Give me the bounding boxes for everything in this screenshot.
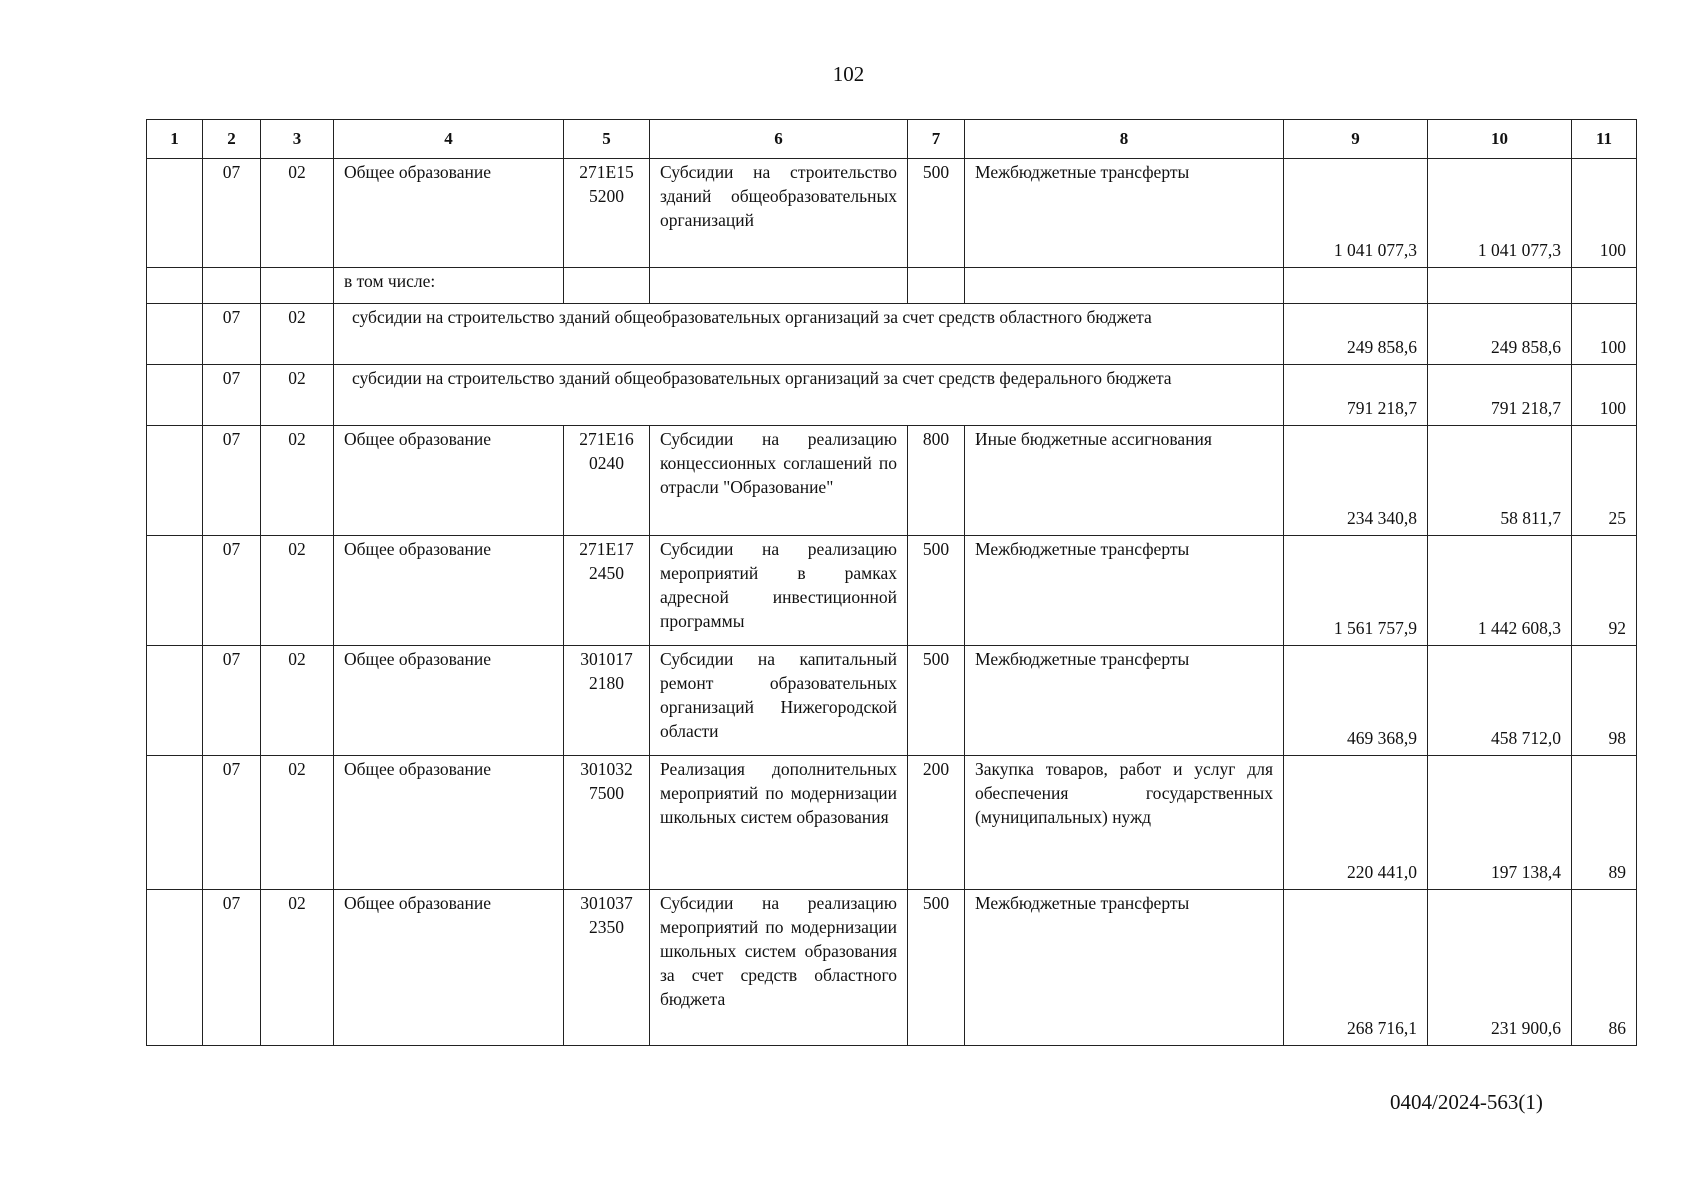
header-cell: 3 (261, 120, 334, 159)
expense-description: Субсидии на капитальный ремонт образовательных организаций Нижегородской области (650, 646, 908, 756)
execution-percent: 100 (1572, 304, 1637, 365)
cell-col2 (203, 268, 261, 304)
including-label: в том числе: (334, 268, 564, 304)
table-row (147, 268, 1637, 304)
actual-amount: 791 218,7 (1428, 365, 1572, 426)
header-cell: 8 (965, 120, 1284, 159)
cell-col1 (147, 304, 203, 365)
header-cell: 2 (203, 120, 261, 159)
cell-col1 (147, 159, 203, 268)
subsection-code: 02 (261, 646, 334, 756)
expense-description: Субсидии на реализацию мероприятий в рамках адресной инвестиционной программы (650, 536, 908, 646)
expense-type-name: Межбюджетные трансферты (965, 536, 1284, 646)
subsection-code: 02 (261, 756, 334, 890)
cell-col3 (261, 268, 334, 304)
section-code: 07 (203, 426, 261, 536)
header-cell: 1 (147, 120, 203, 159)
planned-amount: 469 368,9 (1284, 646, 1428, 756)
subsection-code: 02 (261, 890, 334, 1046)
expense-type-name: Закупка товаров, работ и услуг для обеспечения государственных (муниципальных) нужд (965, 756, 1284, 890)
subsidy-description: субсидии на строительство зданий общеобразовательных организаций за счет средств областного бюджета (334, 304, 1284, 365)
table-header-row (147, 120, 1637, 159)
section-code: 07 (203, 756, 261, 890)
target-code: 271E15 5200 (564, 159, 650, 268)
subsection-code: 02 (261, 536, 334, 646)
expense-type-code: 500 (908, 890, 965, 1046)
table-row (147, 426, 1637, 536)
cell-col1 (147, 890, 203, 1046)
execution-percent: 100 (1572, 365, 1637, 426)
cell-col10 (1428, 268, 1572, 304)
actual-amount: 249 858,6 (1428, 304, 1572, 365)
section-code: 07 (203, 890, 261, 1046)
subsection-code: 02 (261, 159, 334, 268)
table-row (147, 646, 1637, 756)
planned-amount: 220 441,0 (1284, 756, 1428, 890)
cell-col11 (1572, 268, 1637, 304)
cell-col1 (147, 646, 203, 756)
header-cell: 6 (650, 120, 908, 159)
actual-amount: 1 442 608,3 (1428, 536, 1572, 646)
section-name: Общее образование (334, 646, 564, 756)
header-cell: 11 (1572, 120, 1637, 159)
target-code: 301017 2180 (564, 646, 650, 756)
execution-percent: 100 (1572, 159, 1637, 268)
cell-col1 (147, 426, 203, 536)
expense-type-name: Межбюджетные трансферты (965, 890, 1284, 1046)
table-row (147, 756, 1637, 890)
expense-type-code: 800 (908, 426, 965, 536)
expense-type-code: 200 (908, 756, 965, 890)
expense-type-code: 500 (908, 646, 965, 756)
planned-amount: 1 561 757,9 (1284, 536, 1428, 646)
section-name: Общее образование (334, 890, 564, 1046)
planned-amount: 234 340,8 (1284, 426, 1428, 536)
actual-amount: 58 811,7 (1428, 426, 1572, 536)
section-name: Общее образование (334, 426, 564, 536)
execution-percent: 25 (1572, 426, 1637, 536)
target-code: 271E17 2450 (564, 536, 650, 646)
actual-amount: 231 900,6 (1428, 890, 1572, 1046)
target-code: 301032 7500 (564, 756, 650, 890)
expense-description: Субсидии на строительство зданий общеобразовательных организаций (650, 159, 908, 268)
cell-col6 (650, 268, 908, 304)
header-cell: 10 (1428, 120, 1572, 159)
expense-type-name: Межбюджетные трансферты (965, 159, 1284, 268)
header-cell: 7 (908, 120, 965, 159)
actual-amount: 458 712,0 (1428, 646, 1572, 756)
planned-amount: 249 858,6 (1284, 304, 1428, 365)
cell-col8 (965, 268, 1284, 304)
target-code: 271E16 0240 (564, 426, 650, 536)
section-code: 07 (203, 365, 261, 426)
table-row (147, 365, 1637, 426)
page-number: 102 (832, 62, 865, 86)
section-code: 07 (203, 536, 261, 646)
planned-amount: 268 716,1 (1284, 890, 1428, 1046)
subsection-code: 02 (261, 304, 334, 365)
execution-percent: 86 (1572, 890, 1637, 1046)
section-code: 07 (203, 304, 261, 365)
execution-percent: 89 (1572, 756, 1637, 890)
cell-col1 (147, 365, 203, 426)
cell-col1 (147, 756, 203, 890)
section-code: 07 (203, 646, 261, 756)
actual-amount: 197 138,4 (1428, 756, 1572, 890)
section-name: Общее образование (334, 536, 564, 646)
expense-type-name: Межбюджетные трансферты (965, 646, 1284, 756)
actual-amount: 1 041 077,3 (1428, 159, 1572, 268)
subsection-code: 02 (261, 365, 334, 426)
expense-description: Субсидии на реализацию концессионных соглашений по отрасли "Образование" (650, 426, 908, 536)
section-code: 07 (203, 159, 261, 268)
cell-col1 (147, 536, 203, 646)
target-code: 301037 2350 (564, 890, 650, 1046)
table-row (147, 304, 1637, 365)
execution-percent: 98 (1572, 646, 1637, 756)
subsidy-description: субсидии на строительство зданий общеобразовательных организаций за счет средств федерального бюджета (334, 365, 1284, 426)
cell-col1 (147, 268, 203, 304)
table-row (147, 536, 1637, 646)
expense-type-code: 500 (908, 536, 965, 646)
subsection-code: 02 (261, 426, 334, 536)
expense-type-name: Иные бюджетные ассигнования (965, 426, 1284, 536)
section-name: Общее образование (334, 756, 564, 890)
header-cell: 5 (564, 120, 650, 159)
section-name: Общее образование (334, 159, 564, 268)
expense-description: Субсидии на реализацию мероприятий по модернизации школьных систем образования за счет средств областного бюджета (650, 890, 908, 1046)
budget-table (146, 119, 1637, 1046)
execution-percent: 92 (1572, 536, 1637, 646)
header-cell: 9 (1284, 120, 1428, 159)
cell-col9 (1284, 268, 1428, 304)
cell-col5 (564, 268, 650, 304)
cell-col7 (908, 268, 965, 304)
table-row (147, 890, 1637, 1046)
expense-description: Реализация дополнительных мероприятий по модернизации школьных систем образования (650, 756, 908, 890)
header-cell: 4 (334, 120, 564, 159)
planned-amount: 1 041 077,3 (1284, 159, 1428, 268)
expense-type-code: 500 (908, 159, 965, 268)
planned-amount: 791 218,7 (1284, 365, 1428, 426)
document-code: 0404/2024-563(1) (1390, 1090, 1543, 1114)
table-row (147, 159, 1637, 268)
